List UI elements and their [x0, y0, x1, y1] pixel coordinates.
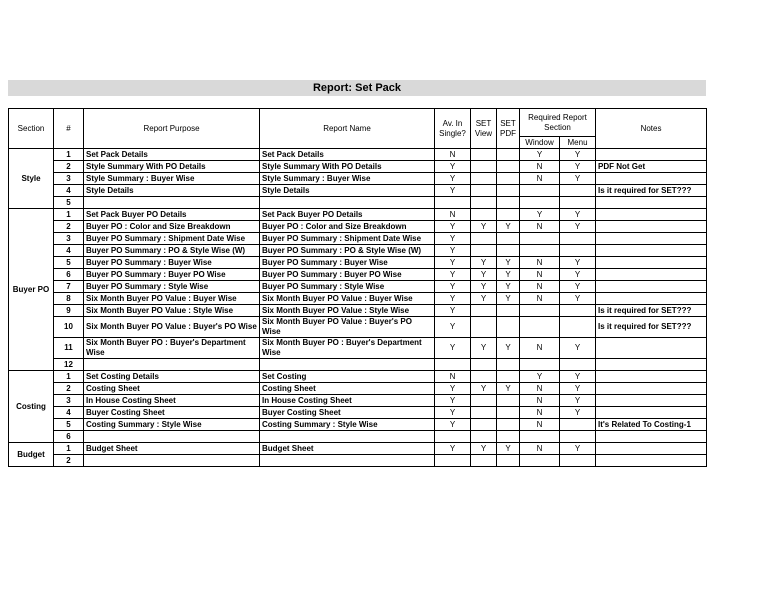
set-view-cell: [471, 431, 497, 443]
table-row: [9, 149, 707, 161]
report-purpose-cell: Set Pack Details: [84, 149, 260, 161]
row-number: 7: [54, 281, 84, 293]
available-single-cell: Y: [435, 395, 471, 407]
table-row: [9, 419, 707, 431]
header-window: Window: [520, 137, 560, 149]
row-number: 12: [54, 359, 84, 371]
notes-cell: [596, 281, 707, 293]
set-pdf-cell: [497, 371, 520, 383]
report-purpose-cell: [84, 431, 260, 443]
set-view-cell: [471, 209, 497, 221]
table-row: [9, 209, 707, 221]
available-single-cell: Y: [435, 443, 471, 455]
set-pdf-cell: [497, 173, 520, 185]
header-report-purpose: Report Purpose: [84, 109, 260, 149]
header-notes: Notes: [596, 109, 707, 149]
report-name-cell: Six Month Buyer PO Value : Style Wise: [260, 305, 435, 317]
set-pdf-cell: [497, 305, 520, 317]
menu-cell: Y: [560, 371, 596, 383]
set-view-cell: [471, 305, 497, 317]
notes-cell: [596, 359, 707, 371]
report-name-cell: [260, 455, 435, 467]
report-purpose-cell: Costing Sheet: [84, 383, 260, 395]
available-single-cell: Y: [435, 281, 471, 293]
available-single-cell: Y: [435, 245, 471, 257]
set-view-cell: [471, 395, 497, 407]
table-row: [9, 305, 707, 317]
available-single-cell: Y: [435, 338, 471, 359]
notes-cell: [596, 233, 707, 245]
report-name-cell: Set Pack Buyer PO Details: [260, 209, 435, 221]
menu-cell: [560, 317, 596, 338]
available-single-cell: Y: [435, 383, 471, 395]
set-pdf-cell: Y: [497, 443, 520, 455]
available-single-cell: Y: [435, 317, 471, 338]
set-pdf-cell: Y: [497, 221, 520, 233]
report-name-cell: [260, 359, 435, 371]
set-pdf-cell: [497, 233, 520, 245]
table-row: [9, 317, 707, 338]
header-section: Section: [9, 109, 54, 149]
set-pdf-cell: [497, 197, 520, 209]
notes-cell: [596, 338, 707, 359]
section-label: Budget: [9, 443, 54, 467]
set-view-cell: Y: [471, 281, 497, 293]
report-name-cell: Set Pack Details: [260, 149, 435, 161]
header-set-pdf: SET PDF: [497, 109, 520, 149]
available-single-cell: Y: [435, 305, 471, 317]
menu-cell: [560, 419, 596, 431]
row-number: 10: [54, 317, 84, 338]
row-number: 2: [54, 221, 84, 233]
window-cell: N: [520, 281, 560, 293]
table-body: [9, 149, 707, 467]
set-view-cell: Y: [471, 338, 497, 359]
header-available-single: Av. In Single?: [435, 109, 471, 149]
row-number: 9: [54, 305, 84, 317]
window-cell: N: [520, 269, 560, 281]
window-cell: [520, 245, 560, 257]
set-pdf-cell: [497, 419, 520, 431]
notes-cell: [596, 371, 707, 383]
report-name-cell: Costing Sheet: [260, 383, 435, 395]
menu-cell: Y: [560, 443, 596, 455]
report-title: Report: Set Pack: [8, 80, 706, 96]
set-view-cell: [471, 149, 497, 161]
notes-cell: [596, 443, 707, 455]
header-menu: Menu: [560, 137, 596, 149]
report-purpose-cell: Buyer PO Summary : Buyer PO Wise: [84, 269, 260, 281]
row-number: 8: [54, 293, 84, 305]
notes-cell: [596, 269, 707, 281]
notes-cell: [596, 197, 707, 209]
set-pdf-cell: [497, 407, 520, 419]
window-cell: N: [520, 257, 560, 269]
set-pdf-cell: [497, 149, 520, 161]
window-cell: N: [520, 395, 560, 407]
menu-cell: Y: [560, 269, 596, 281]
set-pdf-cell: [497, 455, 520, 467]
menu-cell: [560, 305, 596, 317]
set-view-cell: Y: [471, 221, 497, 233]
table-row: [9, 293, 707, 305]
row-number: 5: [54, 257, 84, 269]
window-cell: N: [520, 161, 560, 173]
row-number: 4: [54, 407, 84, 419]
report-purpose-cell: [84, 359, 260, 371]
set-view-cell: [471, 173, 497, 185]
window-cell: N: [520, 443, 560, 455]
window-cell: [520, 185, 560, 197]
table-row: [9, 338, 707, 359]
notes-cell: [596, 395, 707, 407]
window-cell: [520, 359, 560, 371]
report-name-cell: [260, 431, 435, 443]
report-purpose-cell: Buyer PO Summary : Shipment Date Wise: [84, 233, 260, 245]
menu-cell: [560, 359, 596, 371]
row-number: 5: [54, 197, 84, 209]
window-cell: [520, 197, 560, 209]
window-cell: N: [520, 419, 560, 431]
set-pdf-cell: Y: [497, 383, 520, 395]
table-row: [9, 455, 707, 467]
report-name-cell: Style Summary With PO Details: [260, 161, 435, 173]
set-pdf-cell: [497, 161, 520, 173]
report-purpose-cell: In House Costing Sheet: [84, 395, 260, 407]
available-single-cell: Y: [435, 161, 471, 173]
report-name-cell: Six Month Buyer PO : Buyer's Department Wise: [260, 338, 435, 359]
menu-cell: [560, 185, 596, 197]
report-purpose-cell: Buyer PO Summary : PO & Style Wise (W): [84, 245, 260, 257]
available-single-cell: Y: [435, 173, 471, 185]
available-single-cell: Y: [435, 221, 471, 233]
report-name-cell: Buyer PO Summary : Buyer PO Wise: [260, 269, 435, 281]
report-name-cell: Six Month Buyer PO Value : Buyer Wise: [260, 293, 435, 305]
set-pdf-cell: [497, 395, 520, 407]
window-cell: [520, 317, 560, 338]
set-view-cell: [471, 161, 497, 173]
table-row: [9, 443, 707, 455]
set-view-cell: [471, 317, 497, 338]
set-view-cell: [471, 455, 497, 467]
report-name-cell: Set Costing: [260, 371, 435, 383]
row-number: 1: [54, 209, 84, 221]
available-single-cell: [435, 359, 471, 371]
report-name-cell: Buyer PO Summary : Shipment Date Wise: [260, 233, 435, 245]
menu-cell: Y: [560, 221, 596, 233]
available-single-cell: Y: [435, 269, 471, 281]
row-number: 2: [54, 455, 84, 467]
menu-cell: Y: [560, 338, 596, 359]
set-pdf-cell: Y: [497, 269, 520, 281]
set-pdf-cell: [497, 209, 520, 221]
window-cell: N: [520, 293, 560, 305]
row-number: 2: [54, 383, 84, 395]
available-single-cell: N: [435, 371, 471, 383]
report-purpose-cell: Six Month Buyer PO Value : Buyer Wise: [84, 293, 260, 305]
notes-cell: [596, 149, 707, 161]
menu-cell: Y: [560, 407, 596, 419]
window-cell: Y: [520, 149, 560, 161]
set-pdf-cell: Y: [497, 338, 520, 359]
report-purpose-cell: Style Summary With PO Details: [84, 161, 260, 173]
set-pdf-cell: Y: [497, 281, 520, 293]
menu-cell: Y: [560, 395, 596, 407]
row-number: 2: [54, 161, 84, 173]
notes-cell: [596, 431, 707, 443]
menu-cell: Y: [560, 149, 596, 161]
header-number: #: [54, 109, 84, 149]
notes-cell: [596, 407, 707, 419]
notes-cell: [596, 455, 707, 467]
notes-cell: Is it required for SET???: [596, 317, 707, 338]
available-single-cell: Y: [435, 233, 471, 245]
menu-cell: [560, 431, 596, 443]
report-name-cell: [260, 197, 435, 209]
notes-cell: [596, 245, 707, 257]
notes-cell: PDF Not Get: [596, 161, 707, 173]
report-purpose-cell: [84, 197, 260, 209]
row-number: 11: [54, 338, 84, 359]
menu-cell: [560, 455, 596, 467]
notes-cell: [596, 383, 707, 395]
table-row: [9, 185, 707, 197]
window-cell: [520, 431, 560, 443]
available-single-cell: Y: [435, 293, 471, 305]
table-row: [9, 245, 707, 257]
report-purpose-cell: Six Month Buyer PO Value : Style Wise: [84, 305, 260, 317]
menu-cell: Y: [560, 173, 596, 185]
table-row: [9, 221, 707, 233]
table-row: [9, 197, 707, 209]
header-set-view: SET View: [471, 109, 497, 149]
report-name-cell: Costing Summary : Style Wise: [260, 419, 435, 431]
table-row: [9, 395, 707, 407]
report-name-cell: Style Summary : Buyer Wise: [260, 173, 435, 185]
window-cell: [520, 455, 560, 467]
notes-cell: [596, 221, 707, 233]
section-label: Style: [9, 149, 54, 209]
available-single-cell: N: [435, 209, 471, 221]
notes-cell: It's Related To Costing-1: [596, 419, 707, 431]
menu-cell: Y: [560, 209, 596, 221]
set-view-cell: [471, 197, 497, 209]
table-row: [9, 281, 707, 293]
set-view-cell: [471, 359, 497, 371]
notes-cell: [596, 209, 707, 221]
available-single-cell: Y: [435, 419, 471, 431]
row-number: 1: [54, 443, 84, 455]
menu-cell: [560, 233, 596, 245]
window-cell: N: [520, 338, 560, 359]
set-view-cell: [471, 371, 497, 383]
table-row: [9, 269, 707, 281]
report-purpose-cell: Buyer Costing Sheet: [84, 407, 260, 419]
set-pdf-cell: [497, 431, 520, 443]
set-pdf-cell: [497, 317, 520, 338]
report-purpose-cell: Budget Sheet: [84, 443, 260, 455]
report-purpose-cell: Six Month Buyer PO Value : Buyer's PO Wise: [84, 317, 260, 338]
menu-cell: Y: [560, 257, 596, 269]
window-cell: N: [520, 407, 560, 419]
section-label: Buyer PO: [9, 209, 54, 371]
set-pdf-cell: [497, 359, 520, 371]
row-number: 3: [54, 173, 84, 185]
notes-cell: Is it required for SET???: [596, 305, 707, 317]
report-purpose-cell: Buyer PO Summary : Buyer Wise: [84, 257, 260, 269]
window-cell: N: [520, 221, 560, 233]
available-single-cell: Y: [435, 257, 471, 269]
menu-cell: Y: [560, 383, 596, 395]
available-single-cell: [435, 197, 471, 209]
window-cell: [520, 305, 560, 317]
notes-cell: [596, 293, 707, 305]
row-number: 6: [54, 269, 84, 281]
available-single-cell: N: [435, 149, 471, 161]
report-purpose-cell: Set Costing Details: [84, 371, 260, 383]
set-pdf-cell: Y: [497, 257, 520, 269]
report-name-cell: Buyer Costing Sheet: [260, 407, 435, 419]
menu-cell: Y: [560, 293, 596, 305]
menu-cell: Y: [560, 281, 596, 293]
table-row: [9, 233, 707, 245]
notes-cell: [596, 173, 707, 185]
set-view-cell: Y: [471, 269, 497, 281]
set-pdf-cell: [497, 185, 520, 197]
set-view-cell: [471, 233, 497, 245]
report-table: [8, 108, 707, 467]
set-view-cell: Y: [471, 383, 497, 395]
set-view-cell: [471, 185, 497, 197]
table-row: [9, 431, 707, 443]
menu-cell: Y: [560, 161, 596, 173]
report-name-cell: Six Month Buyer PO Value : Buyer's PO Wise: [260, 317, 435, 338]
available-single-cell: [435, 455, 471, 467]
header-required-report-section: Required Report Section: [520, 109, 596, 137]
set-view-cell: Y: [471, 443, 497, 455]
available-single-cell: Y: [435, 407, 471, 419]
table-row: [9, 257, 707, 269]
report-name-cell: Buyer PO Summary : Buyer Wise: [260, 257, 435, 269]
report-purpose-cell: Costing Summary : Style Wise: [84, 419, 260, 431]
window-cell: N: [520, 383, 560, 395]
report-purpose-cell: Buyer PO : Color and Size Breakdown: [84, 221, 260, 233]
table-row: [9, 407, 707, 419]
report-name-cell: In House Costing Sheet: [260, 395, 435, 407]
notes-cell: [596, 257, 707, 269]
set-view-cell: [471, 419, 497, 431]
table-row: [9, 371, 707, 383]
report-purpose-cell: Set Pack Buyer PO Details: [84, 209, 260, 221]
table-header: [9, 109, 707, 149]
section-label: Costing: [9, 371, 54, 443]
notes-cell: Is it required for SET???: [596, 185, 707, 197]
table-row: [9, 383, 707, 395]
header-report-name: Report Name: [260, 109, 435, 149]
menu-cell: [560, 197, 596, 209]
report-name-cell: Budget Sheet: [260, 443, 435, 455]
row-number: 1: [54, 371, 84, 383]
window-cell: N: [520, 173, 560, 185]
table-row: [9, 173, 707, 185]
menu-cell: [560, 245, 596, 257]
window-cell: Y: [520, 209, 560, 221]
row-number: 3: [54, 395, 84, 407]
report-purpose-cell: Style Summary : Buyer Wise: [84, 173, 260, 185]
row-number: 4: [54, 185, 84, 197]
table-row: [9, 359, 707, 371]
window-cell: [520, 233, 560, 245]
row-number: 1: [54, 149, 84, 161]
set-view-cell: [471, 245, 497, 257]
set-pdf-cell: [497, 245, 520, 257]
table-row: [9, 161, 707, 173]
window-cell: Y: [520, 371, 560, 383]
row-number: 3: [54, 233, 84, 245]
set-view-cell: [471, 407, 497, 419]
set-pdf-cell: Y: [497, 293, 520, 305]
row-number: 4: [54, 245, 84, 257]
set-view-cell: Y: [471, 293, 497, 305]
available-single-cell: [435, 431, 471, 443]
report-purpose-cell: [84, 455, 260, 467]
available-single-cell: Y: [435, 185, 471, 197]
report-name-cell: Buyer PO : Color and Size Breakdown: [260, 221, 435, 233]
report-purpose-cell: Six Month Buyer PO : Buyer's Department Wise: [84, 338, 260, 359]
set-view-cell: Y: [471, 257, 497, 269]
report-purpose-cell: Style Details: [84, 185, 260, 197]
row-number: 6: [54, 431, 84, 443]
report-name-cell: Buyer PO Summary : Style Wise: [260, 281, 435, 293]
row-number: 5: [54, 419, 84, 431]
report-name-cell: Style Details: [260, 185, 435, 197]
report-name-cell: Buyer PO Summary : PO & Style Wise (W): [260, 245, 435, 257]
report-purpose-cell: Buyer PO Summary : Style Wise: [84, 281, 260, 293]
